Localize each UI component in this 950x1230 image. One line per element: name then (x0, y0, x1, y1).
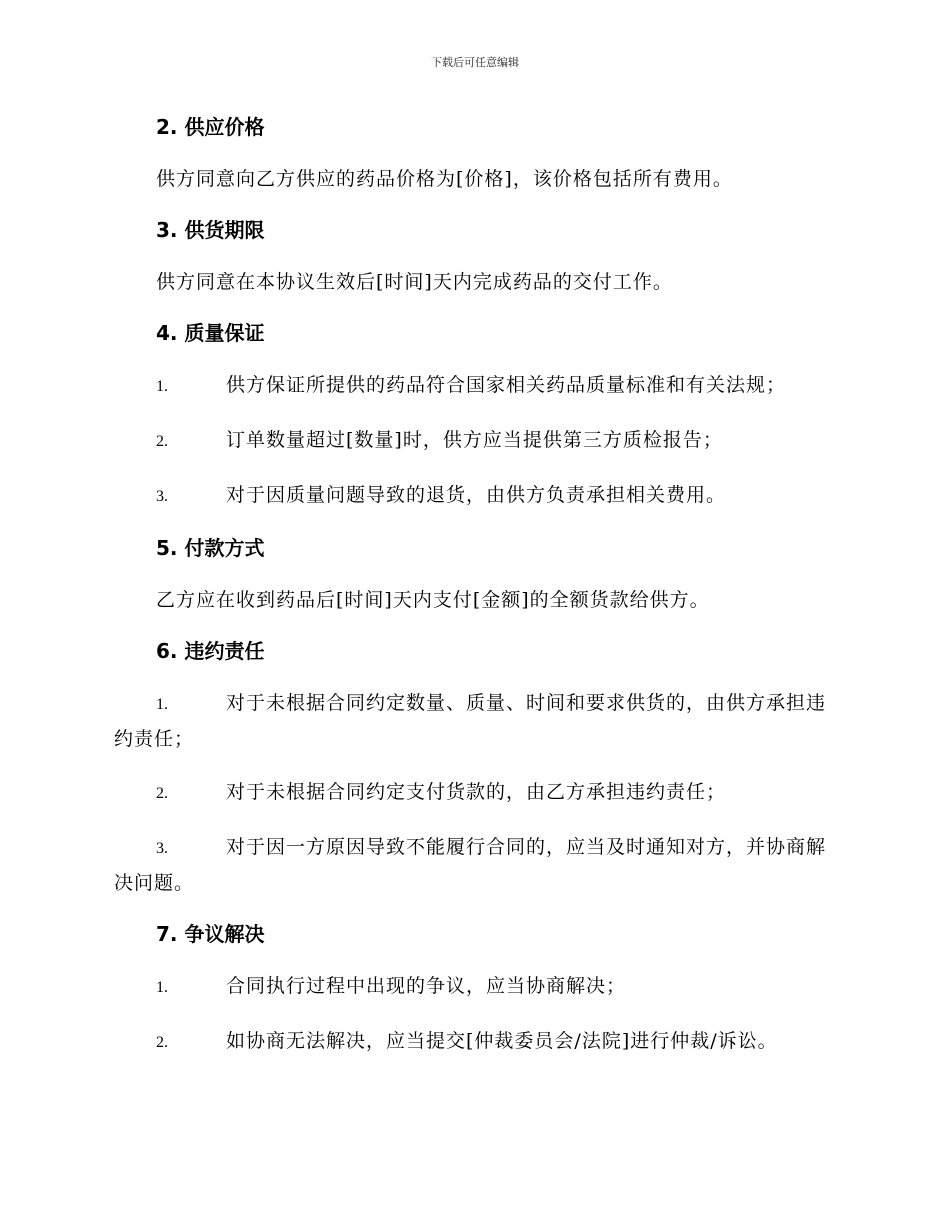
quality-guarantee-list (114, 368, 834, 514)
list-item (114, 830, 834, 900)
list-item (114, 368, 834, 404)
list-item-text: 对于未根据合同约定支付货款的，由乙方承担违约责任； (226, 781, 727, 803)
list-item-number: 2. (156, 1034, 168, 1051)
list-item (114, 775, 834, 811)
list-item-number: 3. (156, 488, 168, 505)
paragraph-payment-method: 乙方应在收到药品后[时间]天内支付[金额]的全额货款给供方。 (156, 589, 710, 611)
list-item-number: 1. (156, 378, 168, 395)
list-item-number: 1. (156, 696, 168, 713)
document-body (114, 110, 834, 1077)
list-item-text: 供方保证所提供的药品符合国家相关药品质量标准和有关法规； (226, 374, 787, 396)
section-heading-supply-price: 2. 供应价格 (156, 115, 265, 139)
list-item (114, 1024, 834, 1060)
list-item-text: 如协商无法解决，应当提交[仲裁委员会/法院]进行仲裁/诉讼。 (226, 1030, 778, 1052)
list-item (114, 686, 834, 756)
list-item-number: 3. (156, 840, 168, 857)
breach-liability-list (114, 686, 834, 900)
list-item-text: 对于未根据合同约定数量、质量、时间和要求供货的，由供方承担违约责任； (114, 692, 827, 750)
section-heading-payment-method: 5. 付款方式 (156, 536, 265, 560)
list-item (114, 478, 834, 514)
list-item-number: 2. (156, 433, 168, 450)
page-header: 下载后可任意编辑 (431, 56, 519, 69)
list-item-text: 对于因一方原因导致不能履行合同的，应当及时通知对方，并协商解决问题。 (114, 836, 827, 894)
section-heading-quality-guarantee: 4. 质量保证 (156, 321, 265, 345)
dispute-resolution-list (114, 969, 834, 1060)
list-item (114, 969, 834, 1005)
list-item-text: 合同执行过程中出现的争议，应当协商解决； (226, 975, 627, 997)
paragraph-delivery-term: 供方同意在本协议生效后[时间]天内完成药品的交付工作。 (156, 271, 673, 293)
list-item-number: 2. (156, 785, 168, 802)
list-item-text: 订单数量超过[数量]时，供方应当提供第三方质检报告； (226, 429, 723, 451)
list-item-text: 对于因质量问题导致的退货，由供方负责承担相关费用。 (226, 484, 727, 506)
list-item-number: 1. (156, 979, 168, 996)
section-heading-breach-liability: 6. 违约责任 (156, 639, 265, 663)
list-item (114, 423, 834, 459)
section-heading-dispute-resolution: 7. 争议解决 (156, 922, 265, 946)
paragraph-supply-price: 供方同意向乙方供应的药品价格为[价格]，该价格包括所有费用。 (156, 168, 733, 190)
section-heading-delivery-term: 3. 供货期限 (156, 218, 265, 242)
